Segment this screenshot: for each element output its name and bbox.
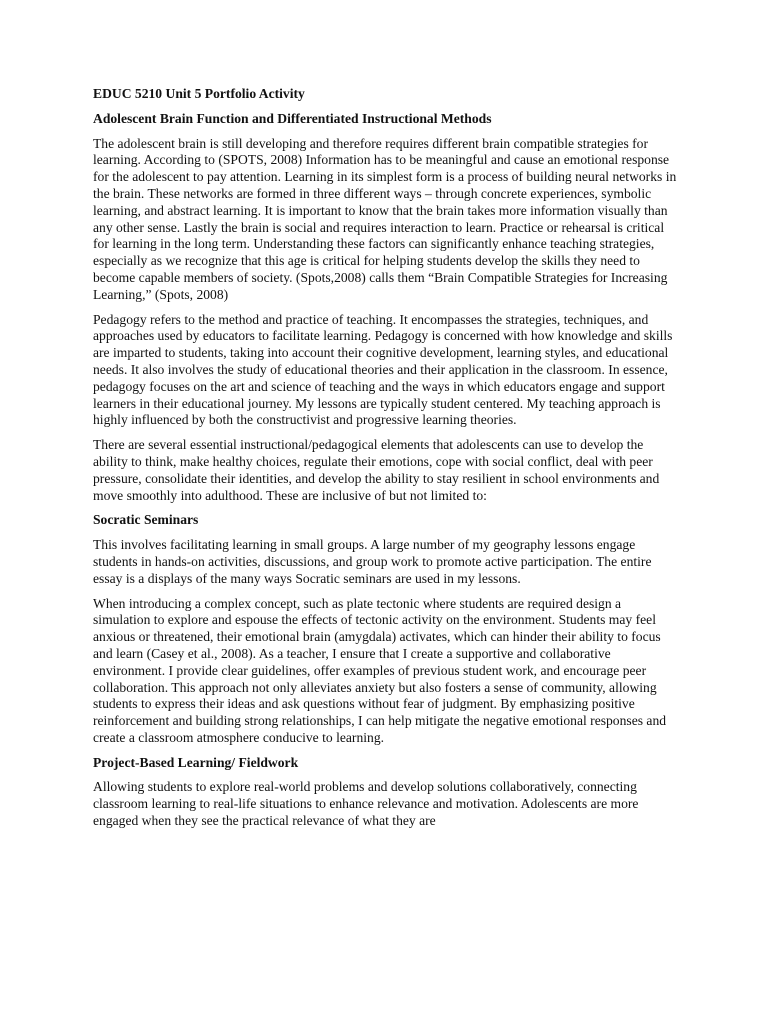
paragraph-socratic-2: When introducing a complex concept, such as plate tectonic where students are required design a simulation to explore and espouse the effects of tectonic activity on the environment. Students may feel anxious or threatened, their emotional brain (amygdala) activates, which can hinder their ability to focus and learn (Casey et al., 2008). As a teacher, I ensure that I create a supportive and collaborative environment. I provide clear guidelines, offer examples of previous student work, and encourage peer collaboration. This approach not only alleviates anxiety but also fosters a sense of community, allowing students to express their ideas and ask questions without fear of judgment. By emphasizing positive reinforcement and building strong relationships, I can help mitigate the negative emotional responses and create a classroom atmosphere conducive to learning.	[93, 595, 667, 745]
section-heading-socratic: Socratic Seminars	[93, 512, 199, 528]
document-body	[93, 86, 678, 838]
document-subtitle: Adolescent Brain Function and Differentiated Instructional Methods	[93, 110, 492, 126]
paragraph-intro-2: Pedagogy refers to the method and practice of teaching. It encompasses the strategies, techniques, and approaches used by educators to facilitate learning. Pedagogy is concerned with how knowledge and skills are imparted to students, taking into account their cognitive development, learning styles, and educational needs. It also involves the study of educational theories and their application in the classroom. In essence, pedagogy focuses on the art and science of teaching and the ways in which educators engage and support learners in their educational journey. My lessons are typically student centered. My teaching approach is highly influenced by both the constructivist and progressive learning theories.	[93, 311, 673, 428]
document-title: EDUC 5210 Unit 5 Portfolio Activity	[93, 86, 305, 101]
section-heading-project: Project-Based Learning/ Fieldwork	[93, 754, 299, 770]
paragraph-project-1: Allowing students to explore real-world problems and develop solutions collaboratively, connecting classroom learning to real-life situations to enhance relevance and motivation. Adolescents are more engaged when they see the practical relevance of what they are	[93, 779, 639, 829]
paragraph-socratic-1: This involves facilitating learning in small groups. A large number of my geography lessons engage students in hands-on activities, discussions, and group work to promote active participation. The entire essay is a displays of the many ways Socratic seminars are used in my lessons.	[93, 537, 652, 586]
paragraph-intro-1: The adolescent brain is still developing and therefore requires different brain compatible strategies for learning. According to (SPOTS, 2008) Information has to be meaningful and cause an emotional response for the adolescent to pay attention. Learning in its simplest form is a process of building neural networks in the brain. These networks are formed in three different ways – through concrete experiences, symbolic learning, and abstract learning. It is important to know that the brain takes more information visually than any other sense. Lastly the brain is social and requires interaction to learn. Practice or rehearsal is critical for learning in the long term. Understanding these factors can significantly enhance teaching strategies, especially as we recognize that this age is critical for helping students develop the skills they need to become capable members of society. (Spots,2008) calls them “Brain Compatible Strategies for Increasing Learning,” (Spots, 2008)	[93, 135, 677, 302]
paragraph-intro-3: There are several essential instructional/pedagogical elements that adolescents can use to develop the ability to think, make healthy choices, regulate their emotions, cope with social conflict, deal with peer pressure, consolidate their identities, and develop the ability to stay resilient in school environments and move smoothly into adulthood. These are inclusive of but not limited to:	[93, 437, 660, 503]
